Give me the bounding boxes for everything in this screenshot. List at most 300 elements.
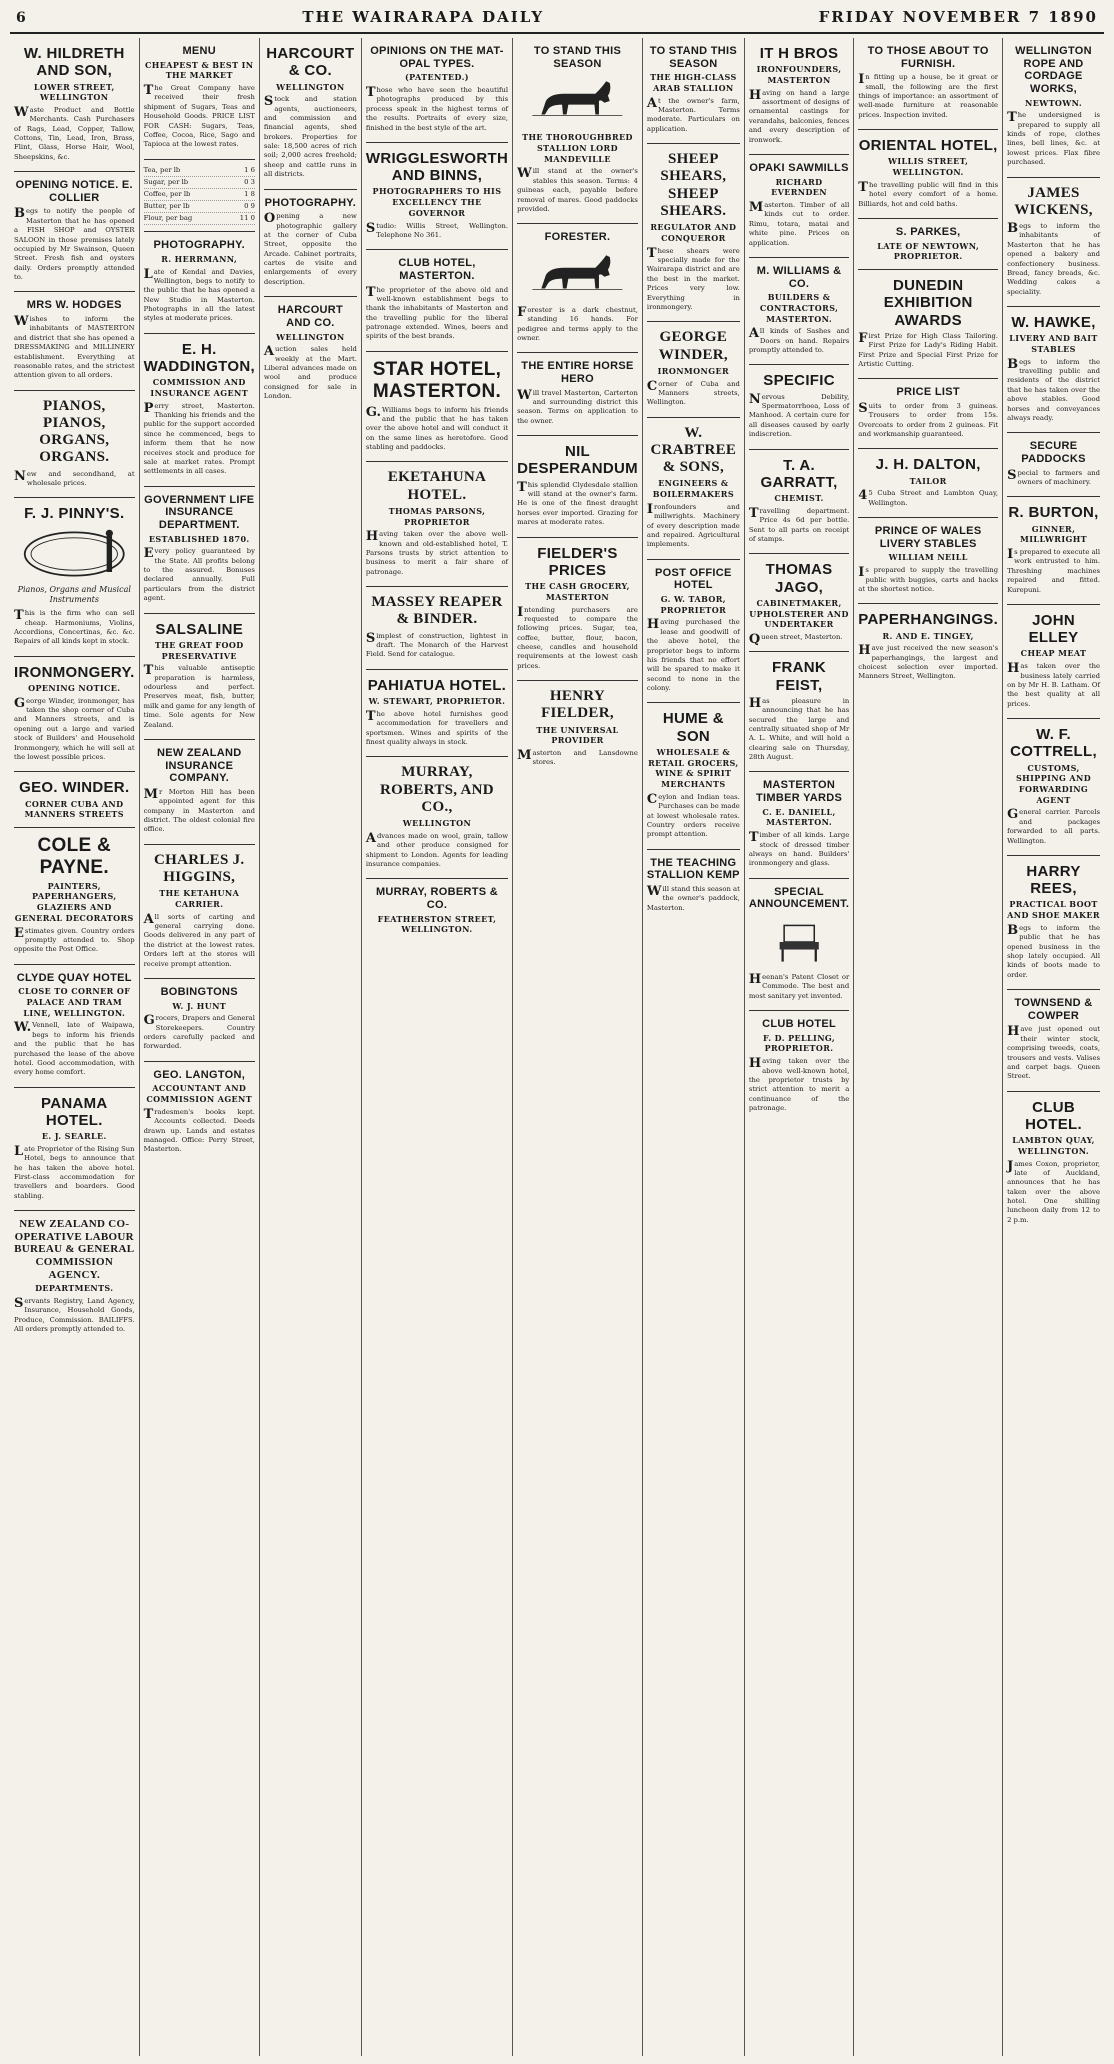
- advert-headline: FORESTER.: [544, 231, 611, 244]
- advertisement: [366, 462, 508, 587]
- price-value: 0 9: [244, 201, 255, 210]
- advert-headline: PAHIATUA HOTEL.: [367, 676, 507, 694]
- column-1: [10, 38, 140, 2056]
- advert-headline: COLE & PAYNE.: [37, 834, 112, 878]
- advert-subheading: THE HIGH-CLASS ARAB STALLION: [650, 72, 737, 93]
- advert-body: Special to farmers and owners of machinery.: [1007, 467, 1100, 486]
- advert-headline: T. A. GARRATT,: [760, 456, 838, 491]
- advertisement: [749, 450, 849, 555]
- advertisement: [517, 436, 638, 537]
- advert-headline: FIELDER'S PRICES: [537, 544, 618, 579]
- advertisement: [14, 38, 135, 172]
- advert-headline: THE ENTIRE HORSE HERO: [521, 360, 634, 386]
- issue-date: FRIDAY NOVEMBER 7 1890: [818, 8, 1098, 26]
- advert-body: Advances made on wool, grain, tallow and other produce consigned for shipment to London. Agents for leading insurance companies.: [365, 830, 509, 868]
- advertisement: [749, 772, 849, 878]
- advert-headline: SALSALINE: [155, 620, 244, 638]
- advert-body: Queen street, Masterton.: [748, 631, 843, 647]
- price-item: Sugar, per lb: [143, 177, 189, 186]
- advert-body: New and secondhand, at wholesale prices.: [14, 468, 135, 488]
- advertisement: [858, 270, 998, 379]
- advert-headline: J. H. DALTON,: [875, 456, 981, 474]
- advertisement: [14, 172, 135, 292]
- advert-body: George Winder, ironmonger, has taken the shop corner of Cuba and Manners streets, and is opening out a large and varied stock of Builders' and Household Ironmongery, which he will sell at the lowest possible prices.: [14, 695, 135, 761]
- advert-subheading: PAINTERS, PAPERHANGERS, GLAZIERS AND GENERAL DECORATORS: [14, 880, 134, 923]
- price-value: 11 0: [239, 214, 255, 223]
- advert-headline: PIANOS, PIANOS, ORGANS, ORGANS.: [39, 397, 110, 466]
- advert-headline: SPECIAL ANNOUNCEMENT.: [748, 885, 850, 911]
- advert-subheading: WILLIAM NEILL: [888, 552, 968, 563]
- advert-body: Grocers, Drapers and General Storekeepers. Country orders carefully packed and forwarded.: [143, 1013, 255, 1051]
- price-value: 1 8: [244, 189, 255, 198]
- advert-body: Nervous Debility, Spermatorrhoea, Loss of Manhood. A certain cure for all diseases caused by early indiscretion.: [748, 391, 850, 439]
- advertisement: [749, 879, 849, 1011]
- advertisement: [858, 379, 998, 449]
- advertisement: [749, 1011, 849, 1122]
- advert-headline: PHOTOGRAPHY.: [264, 196, 357, 209]
- advert-subheading: CORNER CUBA AND MANNERS STREETS: [24, 798, 124, 820]
- advert-illustration: [20, 527, 129, 581]
- advert-subheading: ACCOUNTANT AND COMMISSION AGENT: [146, 1083, 253, 1105]
- advert-headline: PRICE LIST: [896, 386, 960, 399]
- advertisement: [647, 144, 740, 322]
- advert-subheading: CHEAPEST & BEST IN THE MARKET: [144, 59, 254, 81]
- advert-body: Have just opened out their winter stock, comprising tweeds, coats, trousers and vests. Valises and carpet bags. Queen Street.: [1007, 1024, 1100, 1081]
- price-item: Tea, per lb: [143, 165, 181, 174]
- advert-headline: CLYDE QUAY HOTEL: [16, 971, 132, 984]
- advertisement: [858, 219, 998, 270]
- advertisement: [858, 604, 998, 690]
- advert-body: Suits to order from 3 guineas. Trousers to order from 15s. Overcoats to order from 2 guineas. Fit and workmanship guaranteed.: [858, 400, 999, 439]
- price-row: [144, 201, 255, 213]
- advert-subheading: ENGINEERS & BOILERMAKERS: [652, 478, 735, 500]
- advert-headline: HARCOURT & CO.: [266, 45, 355, 80]
- advert-body: G.Williams begs to inform his friends and the public that he has taken over the above hotel and will conduct it on the same lines as heretofore. Good stabling and paddocks.: [365, 404, 509, 451]
- advert-headline: OPAKI SAWMILLS: [749, 161, 849, 174]
- advert-subheading: W. STEWART, PROPRIETOR.: [368, 696, 506, 707]
- advert-headline: MRS W. HODGES: [26, 299, 122, 312]
- advert-body: Will stand this season at the owner's paddock, Masterton.: [646, 883, 740, 912]
- advertisement: [858, 38, 998, 130]
- advert-body: Opening a new photographic gallery at the corner of Cuba Street, opposite the Arcade. Cabinet portraits, cartes de visite and enlargements of every description.: [263, 211, 357, 286]
- column-5: [513, 38, 643, 2056]
- advertisement: [366, 143, 508, 250]
- advertisement: [517, 681, 638, 777]
- advertisement: [14, 965, 135, 1088]
- advert-subheading: THE CASH GROCERY, MASTERTON: [525, 581, 630, 602]
- advert-headline: R. BURTON,: [1008, 504, 1099, 522]
- advert-headline: MENU: [182, 45, 217, 57]
- advertisement: [1007, 605, 1100, 719]
- advert-headline: GOVERNMENT LIFE INSURANCE DEPARTMENT.: [144, 493, 255, 531]
- advert-body: Having purchased the lease and goodwill of the above hotel, the proprietor begs to inform his friends that no effort will be spared to make it second to none in the colony.: [646, 617, 740, 693]
- column-6: [643, 38, 745, 2056]
- advert-headline: CLUB HOTEL, MASTERTON.: [398, 257, 476, 282]
- column-3: [260, 38, 362, 2056]
- advert-subheading: WILLIS STREET, WELLINGTON.: [888, 156, 969, 178]
- price-item: Flour, per bag: [143, 214, 193, 223]
- advert-headline: TO STAND THIS SEASON: [533, 45, 622, 70]
- advert-body: Begs to inform the public that he has opened business in the shop lately occupied. All kinds of boots made to order.: [1007, 922, 1100, 979]
- newspaper-title: THE WAIRARAPA DAILY: [302, 8, 545, 26]
- advertisement: [647, 703, 740, 849]
- advert-headline: W. CRABTREE & SONS,: [650, 424, 737, 476]
- price-row: [144, 177, 255, 189]
- advert-subheading: COMMISSION AND INSURANCE AGENT: [150, 377, 249, 398]
- advertisement: [1007, 433, 1100, 497]
- advertisement: [144, 160, 255, 232]
- advertisement: [858, 449, 998, 518]
- advert-headline: CHARLES J. HIGGINS,: [153, 851, 245, 885]
- advert-subheading: THE UNIVERSAL PROVIDER: [536, 724, 619, 746]
- column-8: [854, 38, 1003, 2056]
- horse-illustration: [523, 74, 632, 128]
- advertisement: [647, 38, 740, 144]
- advert-subheading: G. W. TABOR, PROPRIETOR: [660, 593, 727, 615]
- advert-headline: WELLINGTON ROPE AND CORDAGE WORKS,: [1015, 45, 1092, 95]
- advert-subheading: LATE OF NEWTOWN, PROPRIETOR.: [877, 240, 980, 262]
- advertisement: [144, 1062, 255, 1164]
- advertisement: [1007, 497, 1100, 605]
- advert-headline: TO THOSE ABOUT TO FURNISH.: [867, 45, 989, 70]
- advert-subheading: PHOTOGRAPHERS TO HIS EXCELLENCY THE GOVERNOR: [372, 186, 502, 218]
- price-row: [144, 213, 255, 225]
- advertisement: [749, 155, 849, 258]
- advertisement: [144, 334, 255, 487]
- advert-headline: WRIGGLESWORTH AND BINNS,: [365, 149, 509, 185]
- advert-subheading: RICHARD EVERNDEN: [771, 176, 828, 198]
- advertisement: [14, 772, 135, 828]
- advertisement: [366, 670, 508, 757]
- advert-headline: MURRAY, ROBERTS & CO.: [375, 886, 498, 911]
- advert-headline: PANAMA HOTEL.: [41, 1094, 108, 1129]
- advert-headline: S. PARKES,: [895, 225, 961, 238]
- advert-body: Perry street, Masterton. Thanking his friends and the public for the support accorded since he commenced, begs to inform them that he now receives stock and produce for sale at market rates. Prompt settlements in all cases.: [143, 400, 255, 476]
- advert-body: First Prize for High Class Tailoring. First Prize for Lady's Riding Habit. First Prize and Special First Prize for Artistic Cutting.: [858, 330, 999, 368]
- advertisement: [14, 1088, 135, 1211]
- advertisement: [1007, 856, 1100, 990]
- advertisement: [1007, 990, 1100, 1092]
- advert-subheading: CUSTOMS, SHIPPING AND FORWARDING AGENT: [1016, 762, 1092, 805]
- advert-subheading: IRONMONGER: [657, 365, 730, 376]
- advertisement: [517, 224, 638, 353]
- advert-subheading: THE KETAHUNA CARRIER.: [159, 888, 240, 909]
- advert-headline: NEW ZEALAND CO-OPERATIVE LABOUR BUREAU & GENERAL COMMISSION AGENCY.: [14, 1218, 135, 1281]
- advert-headline: HUME & SON: [662, 710, 724, 745]
- advert-subheading: OPENING NOTICE.: [28, 682, 121, 693]
- advert-body: Ceylon and Indian teas. Purchases can be made at lowest wholesale rates. Country orders receive prompt attention.: [646, 791, 740, 839]
- advert-body: Having taken over the above well-known hotel, the proprietor trusts by strict attention to merit a continuance of the patronage.: [748, 1056, 850, 1113]
- advertisement: [749, 554, 849, 652]
- advert-body: Waste Product and Bottle Merchants. Cash Purchasers of Rags, Lead, Copper, Tallow, Cottons, Tin, Lead, Iron, Brass, Flint, Glass, Horse Hair, Wool, Sheepskins, &c.: [14, 104, 135, 161]
- advert-body: Those who have seen the beautiful photographs produced by this process speak in the highest terms of the results. Portraits of every size, finished in the best style of the art.: [365, 85, 509, 132]
- advertisement: [1007, 719, 1100, 856]
- advertisement: [858, 518, 998, 604]
- advert-subheading: R. AND E. TINGEY,: [882, 630, 974, 641]
- price-item: Coffee, per lb: [143, 189, 191, 198]
- advert-subheading: THOMAS PARSONS, PROPRIETOR: [388, 505, 486, 527]
- advertisement: [517, 353, 638, 436]
- advertisement: [144, 845, 255, 979]
- advert-body: Corner of Cuba and Manners streets, Wellington.: [646, 378, 740, 407]
- advert-headline: W. HAWKE,: [1011, 314, 1096, 332]
- advert-headline: M. WILLIAMS & CO.: [756, 264, 842, 290]
- advertisement: [1007, 307, 1100, 433]
- advert-subheading: WELLINGTON: [276, 81, 345, 92]
- advert-headline: CLUB HOTEL: [762, 1018, 836, 1031]
- advert-body: Having on hand a large assortment of designs of ornamental castings for verandahs, balconies, fences and every description of ironwork.: [748, 87, 850, 144]
- advertisement: [749, 38, 849, 155]
- advert-body: This splendid Clydesdale stallion will stand at the owner's farm. He is one of the finest draught horses ever imported. Grazing for mares at moderate rates.: [517, 479, 638, 527]
- advertisement: [366, 879, 508, 942]
- advert-body: The undersigned is prepared to supply all kinds of rope, clothes lines, bell lines, &c. at lowest prices. Flax fibre purchased.: [1007, 110, 1100, 167]
- advert-subheading: THE THOROUGHBRED STALLION LORD MANDEVILLE: [522, 132, 633, 164]
- advertisement: [14, 657, 135, 773]
- advert-body: All sorts of carting and general carrying done. Goods delivered in any part of the district at the lowest rates. Orders left at the stores will receive prompt attention.: [143, 911, 255, 968]
- advert-subheading: ESTABLISHED 1870.: [148, 533, 250, 544]
- advert-headline: SHEEP SHEARS, SHEEP SHEARS.: [660, 151, 727, 219]
- advertisement: [647, 322, 740, 417]
- advert-body: These shears were specially made for the Wairarapa district and are the best in the market. Prices very low. Everything in ironmongery.: [646, 245, 740, 311]
- advertisement: [749, 652, 849, 772]
- advert-subheading: W. J. HUNT: [172, 1000, 227, 1011]
- price-item: Butter, per lb: [143, 201, 190, 210]
- advert-headline: W. F. COTTRELL,: [1010, 726, 1097, 761]
- advertisement: [14, 391, 135, 499]
- advert-body: Forester is a dark chestnut, standing 16 hands. For pedigree and terms apply to the owner.: [517, 304, 638, 343]
- column-9: [1003, 38, 1104, 2056]
- advertisement: [1007, 1092, 1100, 1235]
- advert-body: Every policy guaranteed by the State. All profits belong to the assured. Bonuses declared annually. Full particulars from the district agent.: [143, 546, 255, 603]
- advert-subheading: THE GREAT FOOD PRESERVATIVE: [154, 639, 244, 661]
- advert-body: Heenan's Patent Closet or Commode. The best and most sanitary yet invented.: [748, 971, 850, 1000]
- advert-headline: JOHN ELLEY: [1028, 611, 1079, 647]
- advert-headline: GEO. LANGTON,: [153, 1068, 246, 1081]
- advert-body: The above hotel furnishes good accommodation for travellers and sportsmen. Wines and spirits of the finest quality always in stock.: [365, 708, 509, 746]
- advertisement: [517, 38, 638, 224]
- advert-subheading: LAMBTON QUAY, WELLINGTON.: [1012, 1135, 1095, 1156]
- advertisement: [144, 614, 255, 740]
- advert-body: Late of Kendal and Davies, Wellington, begs to notify to the public that he has opened a New Studio in Masterton. Photographs in all the latest styles at moderate prices.: [143, 266, 255, 323]
- advert-body: Estimates given. Country orders promptly attended to. Shop opposite the Post Office.: [14, 925, 135, 954]
- advert-body: Has taken over the business lately carried on by Mr H. B. Latham. Of the best quality at all prices.: [1007, 661, 1100, 708]
- advertisement: [14, 292, 135, 390]
- advert-subheading: C. E. DANIELL, MASTERTON.: [762, 806, 836, 828]
- advert-body: At the owner's farm, Masterton. Terms moderate. Particulars on application.: [646, 95, 740, 133]
- advertisement: [144, 38, 255, 160]
- advert-body: Ironfounders and millwrights. Machinery of every description made and repaired. Agricultural implements.: [646, 501, 740, 549]
- advert-subheading: (PATENTED.): [404, 72, 469, 83]
- advert-illustration: [754, 915, 844, 969]
- advert-headline: E. H. WADDINGTON,: [143, 340, 255, 376]
- advert-headline: MASSEY REAPER & BINDER.: [371, 594, 503, 628]
- price-row: [144, 189, 255, 201]
- advert-subheading: WELLINGTON: [276, 331, 345, 342]
- advertisement: [366, 587, 508, 670]
- advert-subheading: CHEMIST.: [774, 493, 824, 504]
- commode-illustration: [754, 915, 844, 969]
- advert-subheading: BUILDERS & CONTRACTORS, MASTERTON.: [759, 292, 839, 324]
- advert-subheading: IRONFOUNDERS, MASTERTON: [756, 64, 842, 85]
- advert-headline: GEO. WINDER.: [19, 779, 130, 797]
- advert-subheading: DEPARTMENTS.: [35, 1283, 114, 1294]
- advert-headline: F. J. PINNY'S.: [24, 505, 125, 523]
- advertisement: [1007, 178, 1100, 308]
- column-7: [745, 38, 854, 2056]
- banner-illustration: [20, 527, 129, 581]
- advert-headline: OPENING NOTICE. E. COLLIER: [15, 179, 133, 204]
- advert-body: Begs to inform the inhabitants of Masterton that he has opened a bakery and confectionery business. Bread, fancy breads, &c. Wedding cakes a speciality.: [1007, 221, 1100, 296]
- advert-subheading: CHEAP MEAT: [1020, 648, 1087, 659]
- advert-headline: THE TEACHING STALLION KEMP: [646, 856, 740, 882]
- advert-body: Servants Registry, Land Agency, Insurance, Household Goods, Produce, Commission. BAILIFFS. All orders promptly attended to.: [14, 1296, 135, 1334]
- advert-headline: IRONMONGERY.: [14, 663, 135, 681]
- advertisement: [647, 418, 740, 560]
- advert-headline: HARRY REES,: [1026, 862, 1081, 898]
- advert-headline: W. HILDRETH AND SON,: [23, 45, 125, 80]
- advertisement: [14, 498, 135, 656]
- advert-headline: IT H BROS: [759, 45, 839, 62]
- advert-subheading: LIVERY AND BAIT STABLES: [1009, 333, 1098, 354]
- advert-body: 45 Cuba Street and Lambton Quay, Wellington.: [858, 488, 999, 507]
- advert-subheading: CABINETMAKER, UPHOLSTERER AND UNDERTAKER: [749, 597, 849, 630]
- advert-headline: SPECIFIC: [763, 372, 835, 390]
- advert-body: Masterton and Lansdowne stores.: [517, 748, 638, 767]
- advert-headline: PHOTOGRAPHY.: [153, 239, 245, 252]
- advert-headline: CLUB HOTEL.: [1025, 1098, 1082, 1133]
- price-row: [144, 165, 255, 177]
- advert-body: Begs to inform the travelling public and residents of the district that he has taken over the above stables. Good horses and conveyances always ready.: [1007, 356, 1100, 422]
- advert-tagline: Pianos, Organs and Musical Instruments: [17, 584, 131, 605]
- advert-body: Auction sales held weekly at the Mart. Liberal advances made on wool and produce consigned for sale in London.: [263, 344, 357, 401]
- advert-headline: TOWNSEND & COWPER: [1014, 997, 1093, 1022]
- advert-body: Is prepared to execute all work entrusted to him. Threshing machines repaired and fitted. Kurepuni.: [1007, 547, 1100, 594]
- page-number: 6: [16, 10, 28, 26]
- advert-subheading: LOWER STREET, WELLINGTON: [33, 81, 115, 103]
- advert-body: Late Proprietor of the Rising Sun Hotel, begs to announce that he has taken the above hotel. First-class accommodation for travellers and boarders. Good stabling.: [14, 1143, 135, 1200]
- advert-subheading: F. D. PELLING, PROPRIETOR.: [763, 1032, 836, 1054]
- advertisement: [144, 487, 255, 614]
- advert-illustration: [523, 74, 632, 128]
- advert-subheading: CLOSE TO CORNER OF PALACE AND TRAM LINE, WELLINGTON.: [18, 986, 131, 1018]
- advertisement: [749, 258, 849, 366]
- price-value: 1 6: [244, 165, 255, 174]
- advert-headline: DUNEDIN EXHIBITION AWARDS: [883, 277, 973, 329]
- advert-headline: BOBINGTONS: [160, 985, 238, 998]
- advertisement: [366, 757, 508, 879]
- advertisement: [264, 190, 357, 298]
- advert-body: Stock and station agents, auctioneers, and commission and financial agents, shed brokers. Properties for sale: 18,500 acres of rich soil; 2,000 acres freehold; sheep and cattle runs in all districts.: [263, 94, 357, 179]
- advert-body: W.Vennell, late of Waipawa, begs to inform his friends and the public that he has purchased the lease of the above hotel. Good accommodation, with every home comfort.: [14, 1020, 135, 1077]
- advertisement: [858, 130, 998, 219]
- advert-headline: STAR HOTEL, MASTERTON.: [372, 358, 502, 402]
- advert-body: All kinds of Sashes and Doors on hand. Repairs promptly attended to.: [748, 326, 850, 355]
- price-value: 0 3: [244, 177, 255, 186]
- advert-headline: PRINCE OF WALES LIVERY STABLES: [874, 525, 982, 550]
- advertisement: [264, 38, 357, 190]
- advertisement: [749, 365, 849, 449]
- advert-headline: NIL DESPERANDUM: [517, 443, 638, 478]
- advert-headline: MURRAY, ROBERTS, AND CO.,: [380, 764, 494, 815]
- advert-headline: HENRY FIELDER,: [541, 688, 614, 722]
- advertisement: [264, 297, 357, 410]
- advert-body: Tradesmen's books kept. Accounts collected. Deeds drawn up. Lands and estates managed. Office: Perry Street, Masterton.: [143, 1106, 255, 1154]
- advert-headline: ORIENTAL HOTEL,: [858, 137, 998, 155]
- advert-body: The Great Company have received their fresh shipment of Sugars, Teas and Household Goods. PRICE LIST FOR CASH: Sugars, Teas, Coffee, Cocoa, Rice, Sago and Tapioca at the lowest rates.: [143, 83, 255, 149]
- advert-subheading: NEWTOWN.: [1024, 97, 1083, 108]
- advert-body: James Coxon, proprietor, late of Auckland, announces that he has taken over the above hotel. One shilling luncheon daily from 12 to 2 p.m.: [1007, 1158, 1100, 1224]
- advertisement: [647, 560, 740, 704]
- advert-body: The proprietor of the above old and well-known establishment begs to thank the inhabitants of Masterton and the travelling public for the liberal patronage extended. Wines, beers and spirits of the best brands.: [365, 284, 509, 341]
- advert-illustration: [523, 248, 632, 302]
- advert-headline: HARCOURT AND CO.: [277, 304, 344, 329]
- advert-headline: POST OFFICE HOTEL: [655, 566, 732, 592]
- advertisement: [1007, 38, 1100, 178]
- advert-subheading: WHOLESALE & RETAIL GROCERS, WINE & SPIRIT MERCHANTS: [648, 746, 739, 790]
- advert-body: Mr Morton Hill has been appointed agent for this company in Masterton and district. The oldest colonial fire office.: [143, 786, 255, 834]
- advertisement: [144, 979, 255, 1062]
- advert-body: Have just received the new season's paperhangings, the largest and choicest selection ever imported. Manners Street, Wellington.: [858, 643, 999, 681]
- masthead: [10, 8, 1104, 34]
- advert-body: Has pleasure in announcing that he has secured the large and centrally situated shop of Mr A. L. White, and will hold a clearing sale on Thursday, 28th August.: [748, 695, 850, 762]
- advert-body: The travelling public will find in this hotel every comfort of a home. Billiards, hot and cold baths.: [858, 179, 999, 208]
- advert-headline: NEW ZEALAND INSURANCE COMPANY.: [156, 746, 242, 785]
- advert-headline: FRANK FEIST,: [772, 659, 827, 694]
- advert-headline: EKETAHUNA HOTEL.: [387, 469, 487, 503]
- advertisement: [366, 352, 508, 463]
- advert-headline: THOMAS JAGO,: [765, 561, 833, 596]
- advert-body: Simplest of construction, lightest in draft. The Monarch of the Harvest Field. Send for catalogue.: [365, 630, 509, 659]
- advert-headline: GEORGE WINDER,: [658, 329, 728, 363]
- advert-body: Timber of all kinds. Large stock of dressed timber always on hand. Builders' ironmongery and glass.: [748, 830, 850, 868]
- advertisement: [647, 850, 740, 922]
- advert-body: Having taken over the above well-known and old-established hotel, T. Parsons trusts by strict attention to business to merit a fair share of patronage.: [365, 529, 509, 576]
- advertisement: [14, 1211, 135, 1343]
- advertisement: [366, 38, 508, 143]
- column-2: [140, 38, 260, 2056]
- advert-headline: SECURE PADDOCKS: [1021, 440, 1086, 465]
- advertisement: [14, 828, 135, 965]
- advert-body: Travelling department. Price 4s 6d per bottle. Sent to all parts on receipt of stamps.: [748, 505, 850, 543]
- advert-subheading: FEATHERSTON STREET, WELLINGTON.: [377, 913, 497, 935]
- advert-body: Studio: Willis Street, Wellington. Telephone No 361.: [365, 220, 509, 239]
- advertisement: [144, 232, 255, 334]
- advert-headline: TO STAND THIS SEASON: [649, 45, 737, 70]
- advert-subheading: REGULATOR AND CONQUEROR: [650, 222, 737, 243]
- advert-subheading: WELLINGTON: [402, 818, 472, 829]
- advert-body: This is the firm who can sell cheap. Harmoniums, Violins, Accordions, Concertinas, &c. &c. Repairs of all kinds kept in stock.: [14, 608, 135, 646]
- advertisement: [517, 538, 638, 682]
- advert-body: Is prepared to supply the travelling public with buggies, carts and hacks at the shortest notice.: [858, 565, 999, 593]
- advert-headline: PAPERHANGINGS.: [858, 611, 999, 629]
- advert-body: Will stand at the owner's stables this season. Terms: 4 guineas each, payable before removal of mares. Good paddocks provided.: [517, 166, 638, 213]
- advert-body: Masterton. Timber of all kinds cut to order. Rimu, totara, matai and white pine. Prices on application.: [748, 200, 850, 247]
- advert-columns: [10, 38, 1104, 2056]
- column-4: [362, 38, 513, 2056]
- advert-subheading: PRACTICAL BOOT AND SHOE MAKER: [1007, 899, 1100, 921]
- advert-subheading: E. J. SEARLE.: [41, 1131, 107, 1142]
- advert-body: This valuable antiseptic preparation is harmless, odourless and perfect. Preserves meat, fish, butter, milk and game for any length of time. Sole agents for New Zealand.: [143, 663, 255, 729]
- advert-subheading: GINNER, MILLWRIGHT: [1020, 523, 1088, 545]
- advertisement: [144, 740, 255, 845]
- advert-subheading: TAILOR: [909, 475, 947, 486]
- advertisement: [366, 250, 508, 352]
- advert-body: Wishes to inform the inhabitants of MASTERTON and district that she has opened a DRESSMAKING and MILLINERY establishment. Everything at reasonable rates, and the strictest attention given to all orders.: [14, 314, 135, 380]
- horse-illustration: [523, 248, 632, 302]
- advert-body: Begs to notify the people of Masterton that he has opened a FISH SHOP and OYSTER SALOON in those premises lately occupied by Mr Swainson, Queen Street. Fresh fish and oysters daily. Orders promptly attended to.: [14, 206, 135, 282]
- advert-body: In fitting up a house, be it great or small, the following are the first things of importance: an assortment of well-made furniture at reasonable prices. Inspection invited.: [858, 72, 999, 119]
- advert-body: General carrier. Parcels and packages forwarded to all parts. Wellington.: [1007, 807, 1100, 845]
